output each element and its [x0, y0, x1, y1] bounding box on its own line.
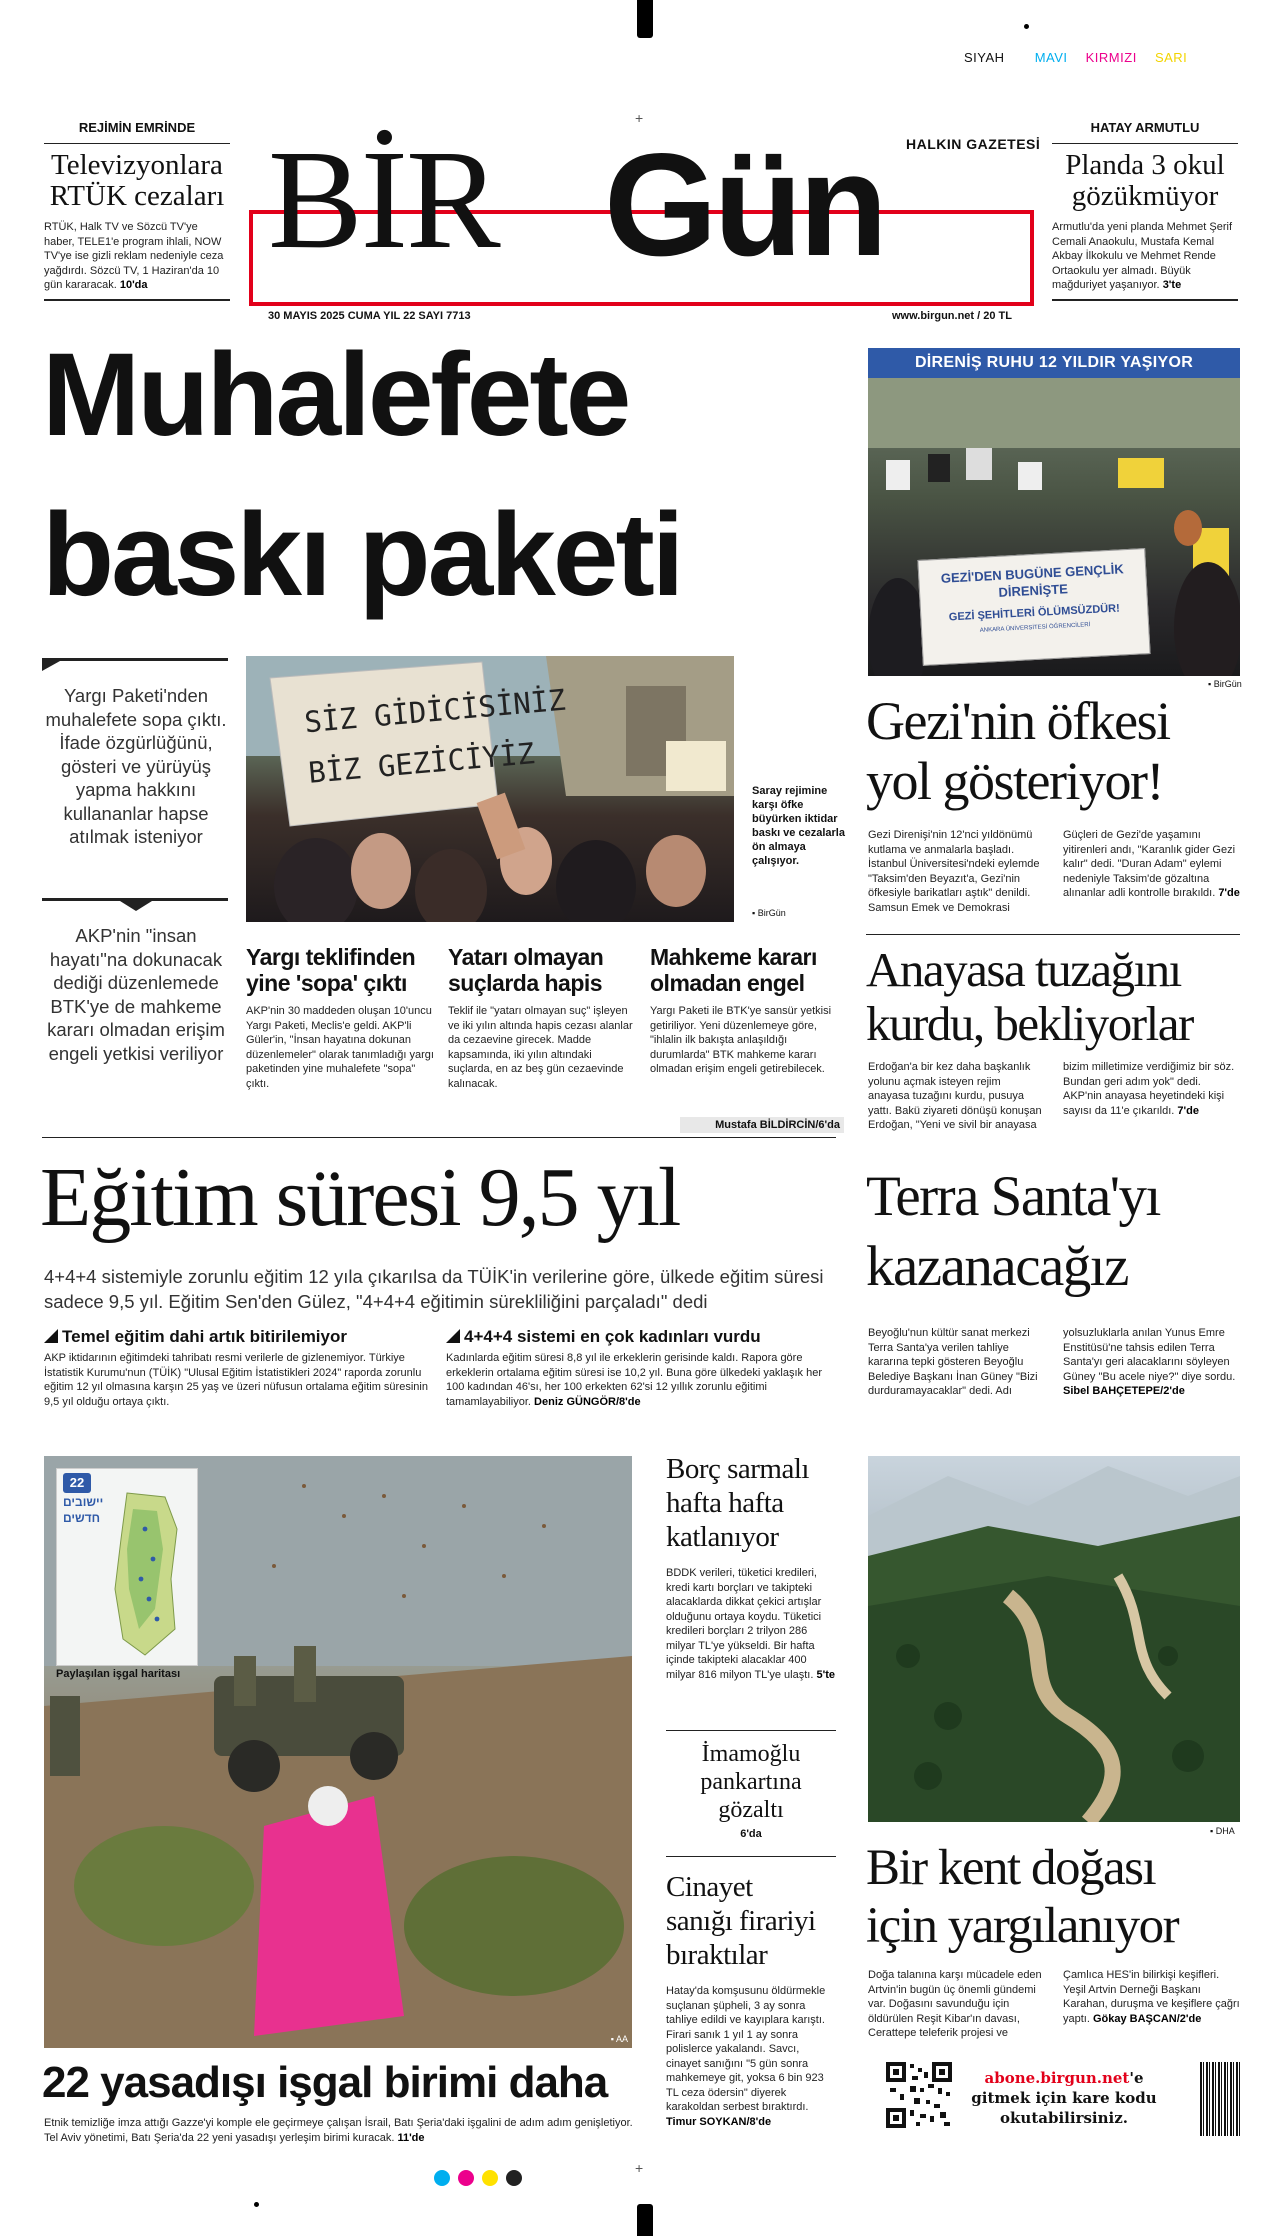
gezi-headline-1[interactable]: Gezi'nin öfkesi	[866, 691, 1170, 751]
artvin-credit-text: DHA	[1215, 1826, 1235, 1836]
left-teaser-body	[44, 220, 230, 293]
egitim-sub-1[interactable]	[44, 1326, 436, 1409]
egitim-sub-2-title	[446, 1326, 838, 1348]
imamoglu-rule	[666, 1856, 836, 1857]
borc-title-1: Borç sarmalı	[666, 1453, 809, 1485]
barcode	[1200, 2062, 1240, 2136]
logo-gun: Gün	[604, 123, 884, 286]
kent-body	[868, 1968, 1240, 2041]
egitim-sub-1-title-text: Temel eğitim dahi artık bitirilemiyor	[62, 1327, 347, 1346]
right-teaser[interactable]	[1052, 120, 1238, 301]
side-quote-1-arrowhead	[42, 661, 60, 671]
anayasa-headline-1[interactable]: Anayasa tuzağını	[866, 942, 1181, 997]
sub-story-2-text: Teklif ile "yatarı olmayan suç" işleyen ve iki yılın altında hapis cezası alanlar da cezaevine girecek. Madde kapsamında, iki yılın altındaki suçlarda, en az beş gün cezaevinde kalınacak.	[448, 1005, 633, 1090]
color-dot-magenta	[458, 2170, 474, 2186]
side-quote-2-arrowhead	[120, 901, 152, 911]
reg-mark-bottom	[637, 2204, 653, 2236]
protest-sign-1: SİZ GİDİCİSİNİZ	[303, 682, 567, 740]
egitim-sub-2-title-text: 4+4+4 sistemi en çok kadınları vurdu	[464, 1327, 761, 1346]
color-dot-cyan	[434, 2170, 450, 2186]
gezi-text: Gezi Direnişi'nin 12'nci yıldönümü kutlama ve anmalarla başladı. İstanbul Üniversitesi'ndeki eylemde "Taksim'den Beyazıt'a, Gezi'nin öfkesiyle barikatları aştık" denildi. Samsun Emek ve Demokrasi Güçleri de Gezi'de yaşamını yitirenleri andı, "Karanlık gider Gezi kalır" dedi. "Duran Adam" eylemi nedeniyle Taksim'de gözaltına alınanlar adli kontrolle bırakıldı.	[868, 829, 1236, 914]
main-story-bottom-rule	[42, 1137, 836, 1138]
sub-story-1-title: Yargı teklifinden yine 'sopa' çıktı	[246, 944, 416, 996]
print-color-yellow: SARI	[1154, 50, 1188, 65]
kent-text: Doğa talanına karşı mücadele eden Artvin'in bugün üç önemli gündemi var. Doğasını savunduğu için öldürülen Reşit Kibar'ın davası, Cerattepe teleferik projesi ve Çamlıca HES'in bilirkişi keşifleri. Yeşil Artvin Derneği Başkanı Karahan, duruşma ve keşiflere çağrı yaptı.	[868, 1969, 1240, 2039]
terra-byline: Sibel BAHÇETEPE/2'de	[1063, 1385, 1185, 1397]
gezi-sign	[917, 548, 1150, 666]
sub-story-1[interactable]	[246, 944, 434, 1091]
logo-bir: BİR	[268, 120, 499, 278]
artvin-scene	[868, 1456, 1240, 1822]
imamoglu-ref: 6'da	[740, 1828, 762, 1840]
imamoglu-title-3: gözaltı	[718, 1797, 784, 1823]
egitim-byline: Deniz GÜNGÖR/8'de	[534, 1395, 641, 1408]
reg-dot-bottom	[254, 2202, 259, 2207]
kent-headline-1[interactable]: Bir kent doğası	[866, 1840, 1156, 1896]
left-teaser-bottom-rule	[44, 299, 230, 301]
imamoglu-title-1: İmamoğlu	[701, 1741, 801, 1767]
main-headline-1[interactable]: Muhalefete	[42, 329, 629, 461]
crosshair-top: +	[635, 110, 644, 126]
kent-byline: Gökay BAŞCAN/2'de	[1092, 2012, 1202, 2025]
color-dot-yellow	[482, 2170, 498, 2186]
tagline: HALKIN GAZETESİ	[906, 136, 1041, 152]
sub-story-2-title: Yatarı olmayan suçlarda hapis	[448, 944, 604, 996]
egitim-sub-2-text: Kadınlarda eğitim süresi 8,8 yıl ile erkeklerin gerisinde kaldı. Rapora göre erkeklerin ortalama eğitim süresi ise 10,2 yıl. Buna göre ülkedeki yaklaşık her 100 kadından 46'sı, her 100 erkekten 62'si 12 yıllık zorunlu eğitimi tamamlayabiliyor.	[446, 1352, 823, 1408]
masthead-bottom-bar	[253, 302, 1030, 306]
right-teaser-text: Armutlu'da yeni planda Mehmet Şerif Cemali Anaokulu, Mustafa Kemal Akbay İlkokulu ve Mehmet Rende Ortaokulu yer almadı. Büyük mağduriyet yaşanıyor.	[1052, 221, 1233, 291]
reg-mark-top	[637, 0, 653, 38]
right-teaser-title-1: Planda 3 okul	[1065, 149, 1225, 181]
map-title-2: חדשים	[63, 1511, 101, 1525]
anayasa-body	[868, 1060, 1240, 1133]
cinayet-byline: Timur SOYKAN/8'de	[666, 2115, 772, 2128]
gezi-ref: 7'de	[1218, 887, 1240, 899]
left-teaser[interactable]	[44, 120, 230, 301]
borc-rule	[666, 1730, 836, 1731]
west-bank-photo[interactable]	[44, 1456, 632, 2048]
borc-story[interactable]	[666, 1452, 836, 1682]
protest-credit: ▪ BirGün	[752, 908, 786, 918]
reg-dot-top	[1024, 24, 1029, 29]
sub-story-3-text: Yargı Paketi ile BTK'ye sansür yetkisi getiriliyor. Yeni düzenlemeye göre, "ihlalin ilk bakışta anlaşıldığı durumlarda" BTK mahkeme kararı olmadan erişim engeli getirebilecek.	[650, 1005, 832, 1075]
cinayet-title-1: Cinayet	[666, 1871, 753, 1903]
right-teaser-rule	[1052, 143, 1238, 144]
gezi-sign-1: GEZİ'DEN BUGÜNE GENÇLİK DİRENİŞTE	[940, 561, 1124, 600]
subscribe-url[interactable]: abone.birgun.net	[984, 2069, 1130, 2087]
artvin-credit: ▪ DHA	[1210, 1826, 1235, 1836]
egitim-deck: 4+4+4 sistemiyle zorunlu eğitim 12 yıla çıkarılsa da TÜİK'in verilerine göre, ülkede eğitim süresi sadece 9,5 yıl. Eğitim Sen'den Gülez, "4+4+4 eğitimin sürekliliğini parçaladı" dedi	[44, 1266, 824, 1312]
egitim-sub-2[interactable]	[446, 1326, 838, 1409]
gezi-sign-2: GEZİ ŞEHİTLERİ ÖLÜMSÜZDÜR!	[948, 602, 1121, 624]
borc-body	[666, 1566, 836, 1682]
anayasa-text: Erdoğan'a bir kez daha başkanlık yolunu açmak isteyen rejim anayasa tuzağını kurdu, pusuya yattı. Bakü ziyareti dönüşü konuşan Erdoğan, "Yeni ve sivil bir anayasa bizim milletimize verdiğimiz bir söz. Bundan geri adım yok" dedi. AKP'nin anayasa heyetindeki kişi sayısı da 11'e çıkarıldı.	[868, 1061, 1235, 1131]
terra-text: Beyoğlu'nun kültür sanat merkezi Terra Santa'ya verilen tahliye kararına tepki gösteren Beyoğlu Belediye Başkanı İnan Güney "Bizi durduramayacaklar" dedi. Adı yolsuzluklarla anılan Yunus Emre Enstitüsü'ne tahsis edilen Terra Santa'yı geri alacaklarını söyleyen Güney "Bu acele niye?" diye sordu.	[868, 1327, 1236, 1397]
left-teaser-kicker: REJİMİN EMRİNDE	[78, 120, 196, 135]
subscribe-line-2: gitmek için kare kodu	[971, 2089, 1157, 2107]
masthead-red-right	[1030, 210, 1034, 306]
right-teaser-bottom-rule	[1052, 299, 1238, 301]
right-teaser-kicker: HATAY ARMUTLU	[1090, 120, 1200, 135]
map-title-1: יישובים	[63, 1495, 104, 1509]
egitim-headline[interactable]: Eğitim süresi 9,5 yıl	[40, 1151, 680, 1244]
main-byline: Mustafa BİLDİRCİN/6'da	[680, 1117, 844, 1133]
masthead-red-left	[249, 210, 253, 306]
subscribe-suffix: 'e	[1129, 2069, 1144, 2087]
qr-code-icon	[886, 2062, 952, 2128]
sub-story-1-text: AKP'nin 30 maddeden oluşan 10'uncu Yargı Paketi, Meclis'e geldi. AKP'li Güler'in, "İnsan hayatına dokunan düzenlemeler" olarak tanımladığı yargı paketinden yine muhalefete "sopa" çıktı.	[246, 1005, 434, 1090]
web-price: www.birgun.net / 20 TL	[892, 310, 1012, 322]
sub-story-2[interactable]	[448, 944, 636, 1091]
sub-story-3[interactable]	[650, 944, 838, 1077]
borc-text: BDDK verileri, tüketici kredileri, kredi kartı borçları ve takipteki alacaklarda dikkat çekici artışlar olduğunu ortaya koydu. Tüketici kredileri borçları 2 trilyon 286 milyar TL'ye yükseldi. Bir hafta içinde takipteki alacaklar 400 milyar 816 milyon TL'ye ulaştı.	[666, 1567, 822, 1681]
terra-headline-2[interactable]: kazanacağız	[866, 1235, 1128, 1298]
gaza-headline[interactable]: 22 yasadışı işgal birimi daha	[42, 2058, 608, 2107]
subscribe-text[interactable]	[964, 2068, 1164, 2128]
egitim-sub-1-triangle-icon	[44, 1329, 58, 1343]
gezi-banner-text: DİRENİŞ RUHU 12 YILDIR YAŞIYOR	[914, 354, 1194, 371]
gezi-credit: ▪ BirGün	[1208, 679, 1242, 689]
protest-caption: Saray rejimine karşı öfke büyürken iktidar baskı ve cezalarla ön almaya çalışıyor.	[752, 785, 845, 867]
gaza-body	[44, 2116, 636, 2145]
gezi-rule	[866, 934, 1240, 935]
subscribe-line-3: okutabilirsiniz.	[1000, 2109, 1128, 2127]
imamoglu-title-2: pankartına	[700, 1769, 802, 1795]
egitim-sub-2-triangle-icon	[446, 1329, 460, 1343]
crosshair-bottom: +	[635, 2160, 644, 2176]
protest-credit-text: BirGün	[757, 908, 786, 918]
cinayet-title-2: sanığı firariyi	[666, 1905, 816, 1937]
anayasa-ref: 7'de	[1177, 1104, 1199, 1117]
left-teaser-rule	[44, 143, 230, 144]
artvin-photo[interactable]	[868, 1456, 1240, 1822]
gezi-headline-2[interactable]: yol gösteriyor!	[866, 751, 1163, 811]
dateline: 30 MAYIS 2025 CUMA YIL 22 SAYI 7713	[268, 310, 471, 322]
protest-photo[interactable]	[246, 656, 734, 922]
cinayet-text: Hatay'da komşusunu öldürmekle suçlanan şüpheli, 3 ay sonra tahliye edildi ve kayıplara karıştı. Firari sanık 1 yıl 1 ay sonra polislerce yakalandı. Savcı, cinayet sanığını "5 gün sonra mahkemeye git, yoksa 6 bin 923 TL ceza ödersin" diyerek karakoldan serbest bıraktırdı.	[666, 1985, 826, 2113]
gezi-credit-text: BirGün	[1213, 679, 1242, 689]
terra-body	[868, 1326, 1240, 1399]
cinayet-title-3: bıraktılar	[666, 1939, 768, 1971]
kent-headline-2[interactable]: için yargılanıyor	[866, 1898, 1179, 1954]
sub-story-3-title: Mahkeme kararı olmadan engel	[650, 944, 817, 996]
left-teaser-title-2: RTÜK cezaları	[49, 180, 225, 212]
terra-headline-1[interactable]: Terra Santa'yı	[866, 1165, 1160, 1228]
map-shape	[105, 1489, 193, 1659]
right-teaser-title-2: gözükmüyor	[1071, 180, 1219, 212]
gaza-text: Etnik temizliğe imza attığı Gazze'yi komple ele geçirmeye çalışan İsrail, Batı Şeria'daki işgalini de adım adım genişletiyor. Tel Aviv yönetimi, Batı Şeria'da 22 yeni yasadışı yerleşim birimi kuracak.	[44, 2117, 633, 2144]
gezi-body	[868, 828, 1240, 915]
main-headline-2[interactable]: baskı paketi	[42, 489, 682, 621]
anayasa-headline-2[interactable]: kurdu, bekliyorlar	[866, 996, 1193, 1051]
map-caption: Paylaşılan işgal haritası	[56, 1668, 181, 1680]
egitim-sub-1-text: AKP iktidarının eğitimdeki tahribatı resmi verilerle de gizlenemiyor. Türkiye İstatistik Kurumu'nun (TÜİK) "Ulusal Eğitim İstatistikleri 2024" raporda zorunlu eğitim 12 yıl olmasına karşın 25 yaş ve üzeri nüfusun ortalama eğitim süresinin 9,5 yıl olduğu ortaya çıktı.	[44, 1352, 428, 1408]
gezi-sign-3: ANKARA ÜNİVERSİTESİ ÖĞRENCİLERİ	[979, 622, 1091, 634]
print-color-cyan: MAVI	[1034, 50, 1068, 65]
egitim-sub-2-body	[446, 1351, 838, 1409]
left-teaser-title-1: Televizyonlara	[51, 149, 223, 181]
cinayet-body	[666, 1984, 836, 2129]
map-badge	[63, 1473, 91, 1493]
qr-code[interactable]	[886, 2062, 952, 2128]
print-color-black: SIYAH	[964, 50, 1005, 65]
map-badge-text: 22	[69, 1475, 85, 1490]
side-quote-1: Yargı Paketi'nden muhalefete sopa çıktı. İfade özgürlüğünü, gösteri ve yürüyüş yapma hakkını kullananlar hapse atılmak isteniyor	[45, 685, 227, 847]
right-teaser-body	[1052, 220, 1238, 293]
gaza-ref: 11'de	[397, 2131, 425, 2144]
right-teaser-ref: 3'te	[1162, 279, 1182, 291]
occupation-map	[56, 1468, 198, 1666]
imamoglu-story[interactable]	[666, 1740, 836, 1840]
cinayet-story[interactable]	[666, 1870, 836, 2129]
protest-sign-2: BİZ GEZİCİYİZ	[306, 736, 537, 790]
left-teaser-text: RTÜK, Halk TV ve Sözcü TV'ye haber, TELE1'e program ihlali, NOW TV'ye ise gizli reklam nedeniyle ceza yağdırdı. Sözcü TV, 1 Haziran'da 10 gün kararacak.	[44, 221, 224, 291]
west-bank-credit-text: AA	[615, 2034, 628, 2044]
left-teaser-ref: 10'da	[119, 279, 148, 291]
side-quote-1-arrow	[42, 658, 228, 661]
borc-ref: 5'te	[816, 1668, 835, 1681]
color-dot-black	[506, 2170, 522, 2186]
borc-title-3: katlanıyor	[666, 1521, 779, 1553]
gezi-photo[interactable]	[868, 378, 1240, 676]
print-color-magenta: KIRMIZI	[1085, 50, 1137, 65]
print-colors	[964, 50, 1187, 65]
side-quote-2: AKP'nin "insan hayatı"na dokunacak dediği düzenlemede BTK'ye de mahkeme kararı olmadan erişim engeli yetkisi veriliyor	[47, 925, 225, 1064]
egitim-sub-1-title	[44, 1326, 436, 1348]
borc-title-2: hafta hafta	[666, 1487, 784, 1519]
west-bank-credit: ▪ AA	[610, 2034, 628, 2044]
gezi-banner	[868, 348, 1240, 378]
